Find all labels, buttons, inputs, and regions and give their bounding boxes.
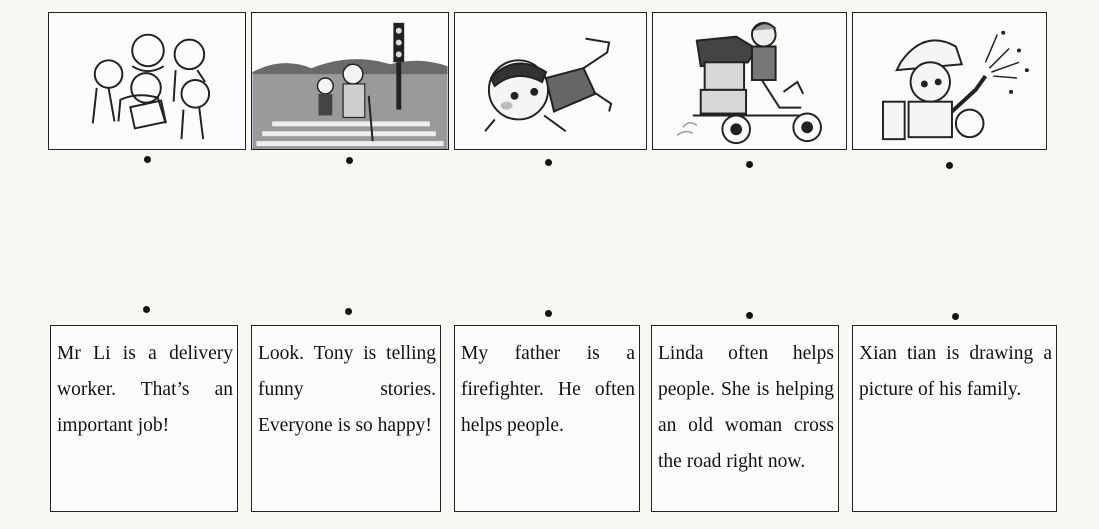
picture-dot-3[interactable] [545,159,552,166]
picture-5 [852,12,1047,150]
sentence-card-1: Mr Li is a delivery worker. That’s an important job! [50,325,238,512]
sentence-card-2: Look. Tony is telling funny stories. Everyone is so happy! [251,325,441,512]
picture-dot-4[interactable] [746,161,753,168]
sentence-card-5: Xian tian is drawing a picture of his family. [852,325,1057,512]
children-reading-book-icon [49,13,245,149]
sentence-card-4: Linda often helps people. She is helping an old woman cross the road right now. [651,325,839,512]
card-dot-3[interactable] [545,310,552,317]
card-dot-2[interactable] [345,308,352,315]
picture-3 [454,12,647,150]
girl-helping-old-woman-cross-road-icon [252,13,448,149]
picture-4 [652,12,847,150]
picture-dot-2[interactable] [346,157,353,164]
picture-1 [48,12,246,150]
delivery-man-on-tricycle-icon [653,13,846,149]
card-dot-5[interactable] [952,313,959,320]
card-dot-4[interactable] [746,312,753,319]
sentence-card-3: My father is a firefighter. He often helps people. [454,325,640,512]
picture-dot-1[interactable] [144,156,151,163]
firefighter-with-hose-icon [853,13,1046,149]
card-dot-1[interactable] [143,306,150,313]
picture-dot-5[interactable] [946,162,953,169]
boy-falling-icon [455,13,646,149]
picture-2 [251,12,449,150]
